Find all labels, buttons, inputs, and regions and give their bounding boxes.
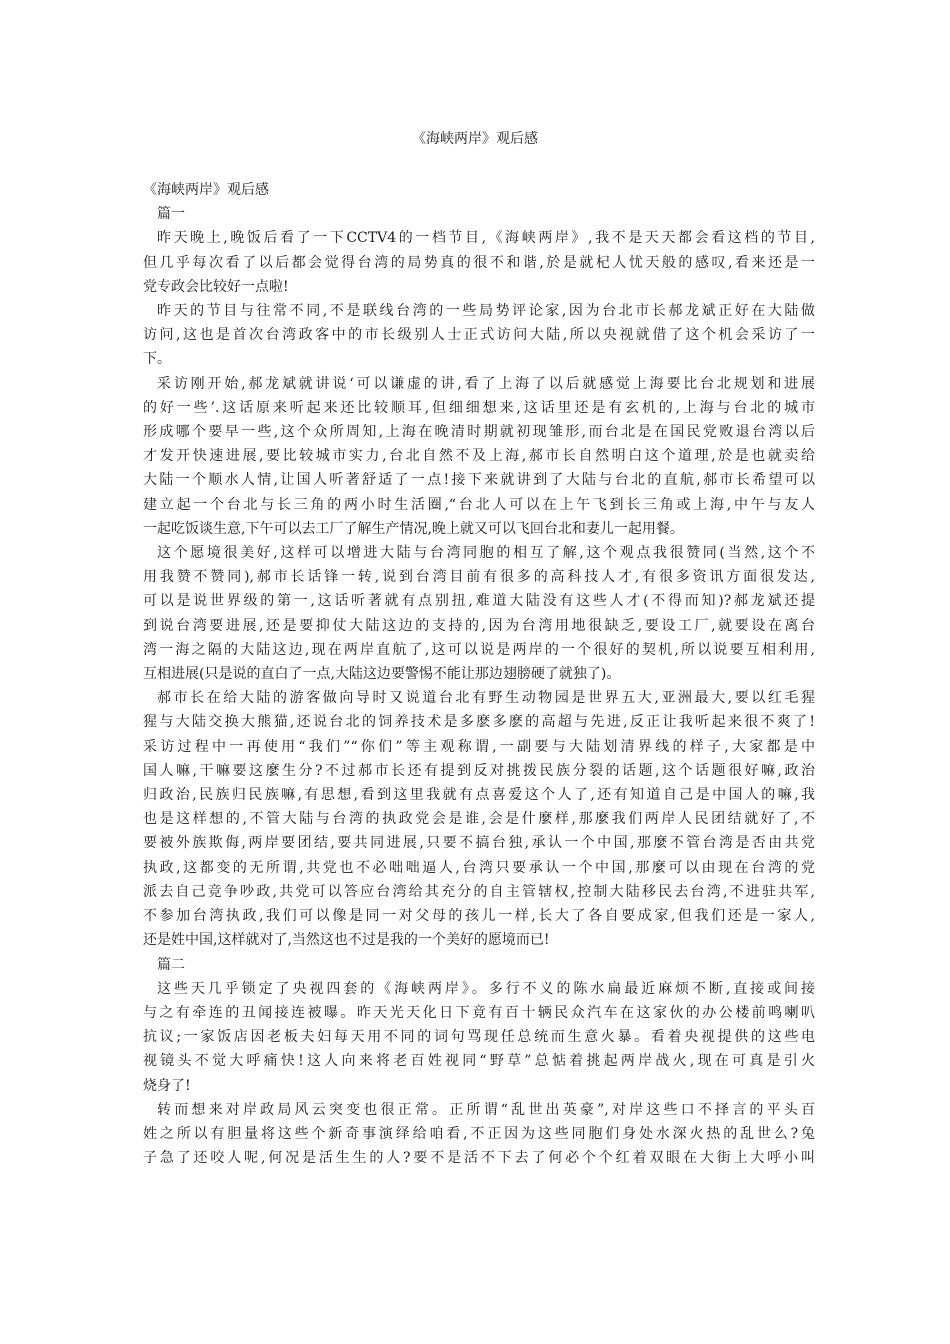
text-line: 执政,这都变的无所谓,共党也不必咄咄逼人,台湾只要承认一个中国,那麼可以由现在台湾的党 — [143, 859, 815, 876]
text-line: 但几乎每次看了以后都会觉得台湾的局势真的很不和谐,於是就杞人忧天般的感叹,看来还是一 — [143, 254, 815, 271]
section-label-1: 篇一 — [157, 206, 185, 223]
text-line: 转而想来对岸政局风云突变也很正常。正所谓“乱世出英豪”,对岸这些口不择言的平头百 — [157, 1101, 815, 1118]
paragraph — [143, 299, 815, 372]
text-line: 视镜头不觉大呼痛快!这人向来将老百姓视同“野草”总惦着挑起两岸战火,现在可真是引火 — [143, 1053, 815, 1070]
text-line: 访问,这也是首次台湾政客中的市长级别人士正式访问大陆,所以央视就借了这个机会采访了一 — [143, 327, 815, 344]
text-line: 可以是说世界级的第一,这话听著就有点别扭,难道大陆没有这些人才(不得而知)?郝龙斌还提 — [143, 593, 815, 610]
paragraph — [143, 372, 815, 541]
text-line: 这个愿境很美好,这样可以增进大陆与台湾同胞的相互了解,这个观点我很赞同(当然,这个不 — [157, 545, 815, 562]
text-line: 用我赞不赞同),郝市长话锋一转,说到台湾目前有很多的高科技人才,有很多资讯方面很发达, — [143, 569, 815, 586]
text-line: 郝市长在给大陆的游客做向导时又说道台北有野生动物园是世界五大,亚洲最大,要以红毛猩 — [157, 690, 815, 707]
text-line: 昨天晚上,晚饭后看了一下CCTV4的一档节目,《海峡两岸》,我不是天天都会看这档的节目, — [157, 230, 815, 247]
text-line: 的好一些’.这话原来听起来还比较顺耳,但细细想来,这话里还是有玄机的,上海与台北的城市 — [143, 399, 815, 416]
text-line: 不参加台湾执政,我们可以像是同一对父母的孩儿一样,长大了各自要成家,但我们还是一家人, — [143, 908, 815, 925]
text-line: 国人嘛,干嘛要这麼生分?不过郝市长还有提到反对挑拨民族分裂的话题,这个话题很好嘛,政治 — [143, 762, 815, 779]
section-label-2: 篇二 — [157, 956, 185, 973]
text-line: 烧身了! — [143, 1077, 191, 1094]
text-line: 抗议;一家饭店因老板夫妇每天用不同的词句骂现任总统而生意火暴。看着央视提供的这些电 — [143, 1029, 815, 1046]
text-line: 也是这样想的,不管大陆与台湾的执政党会是谁,会是什麼样,那麼我们两岸人民团结就好了,不 — [143, 811, 815, 828]
paragraph — [143, 1098, 815, 1171]
text-line: 互相进展(只是说的直白了一点,大陆这边要警惕不能让那边翅膀硬了就独了)。 — [143, 666, 621, 683]
text-line: 派去自己竞争吵政,共党可以答应台湾给其充分的自主管辖权,控制大陆移民去台湾,不进驻共军, — [143, 883, 815, 900]
document-heading: 《海峡两岸》观后感 — [143, 182, 269, 198]
text-line: 才发开快速进展,要比较城市实力,台北自然不及上海,郝市长自然明白这个道理,於是也就卖给 — [143, 448, 815, 465]
paragraph — [143, 541, 815, 686]
text-line: 大陆一个顺水人情,让国人听著舒适了一点!接下来就讲到了大陆与台北的直航,郝市长希望可以 — [143, 472, 815, 489]
text-line: 与之有牵连的丑闻接连被曝。昨天光天化日下竟有百十辆民众汽车在这家伙的办公楼前鸣喇叭 — [143, 1004, 815, 1021]
text-line: 归政治,民族归民族嘛,有思想,看到这里我就有点喜爱这个人了,还有知道自己是中国人的嘛,我 — [143, 787, 815, 804]
text-line: 还是姓中国,这样就对了,当然这也不过是我的一个美好的愿境而已! — [143, 932, 550, 949]
page-title: 《海峡两岸》观后感 — [412, 131, 538, 147]
text-line: 到说台湾要进展,还是要抑仗大陆这边的支持的,因为台湾用地很缺乏,要设工厂,就要设在离台 — [143, 617, 815, 634]
text-line: 姓之所以有胆量将这些个新奇事演绎给咱看,不正因为这些同胞们身处水深火热的乱世么?兔 — [143, 1125, 815, 1142]
text-line: 昨天的节目与往常不同,不是联线台湾的一些局势评论家,因为台北市长郝龙斌正好在大陆做 — [157, 303, 815, 320]
text-line: 要被外族欺侮,两岸要团结,要共同进展,只要不搞台独,承认一个中国,那麼不管台湾是否由共党 — [143, 835, 815, 852]
text-line: 这些天几乎锁定了央视四套的《海峡两岸》。多行不义的陈水扁最近麻烦不断,直接或间接 — [157, 980, 815, 997]
text-line: 形成哪个要早一些,这个众所周知,上海在晚清时期就初现雏形,而台北是在国民党败退台湾以后 — [143, 424, 815, 441]
text-line: 党专政会比较好一点啦! — [143, 278, 289, 295]
text-line: 猩与大陆交换大熊猫,还说台北的饲养技术是多麽多麽的高超与先进,反正让我听起来很不爽了! — [143, 714, 815, 731]
text-line: 建立起一个台北与长三角的两小时生活圈,“台北人可以在上午飞到长三角或上海,中午与友人 — [143, 496, 815, 513]
paragraph — [143, 686, 815, 952]
paragraph — [143, 977, 815, 1098]
text-line: 采访刚开始,郝龙斌就讲说‘可以谦虚的讲,看了上海了以后就感觉上海要比台北规划和进展 — [157, 375, 815, 392]
paragraph — [143, 226, 815, 299]
text-line: 一起吃饭谈生意,下午可以去工厂了解生产情况,晚上就又可以飞回台北和妻儿一起用餐。 — [143, 520, 684, 537]
text-line: 子急了还咬人呢,何况是活生生的人?要不是活不下去了何必个个红着双眼在大街上大呼小叫 — [143, 1150, 815, 1167]
text-line: 湾一海之隔的大陆这边,现在两岸直航了,这可以说是两岸的一个很好的契机,所以说要互相利用, — [143, 641, 815, 658]
document-body — [143, 178, 815, 1170]
text-line: 采访过程中一再使用“我们”“你们”等主观称谓,一副要与大陆划清界线的样子,大家都是中 — [143, 738, 815, 755]
text-line: 下。 — [143, 351, 171, 368]
